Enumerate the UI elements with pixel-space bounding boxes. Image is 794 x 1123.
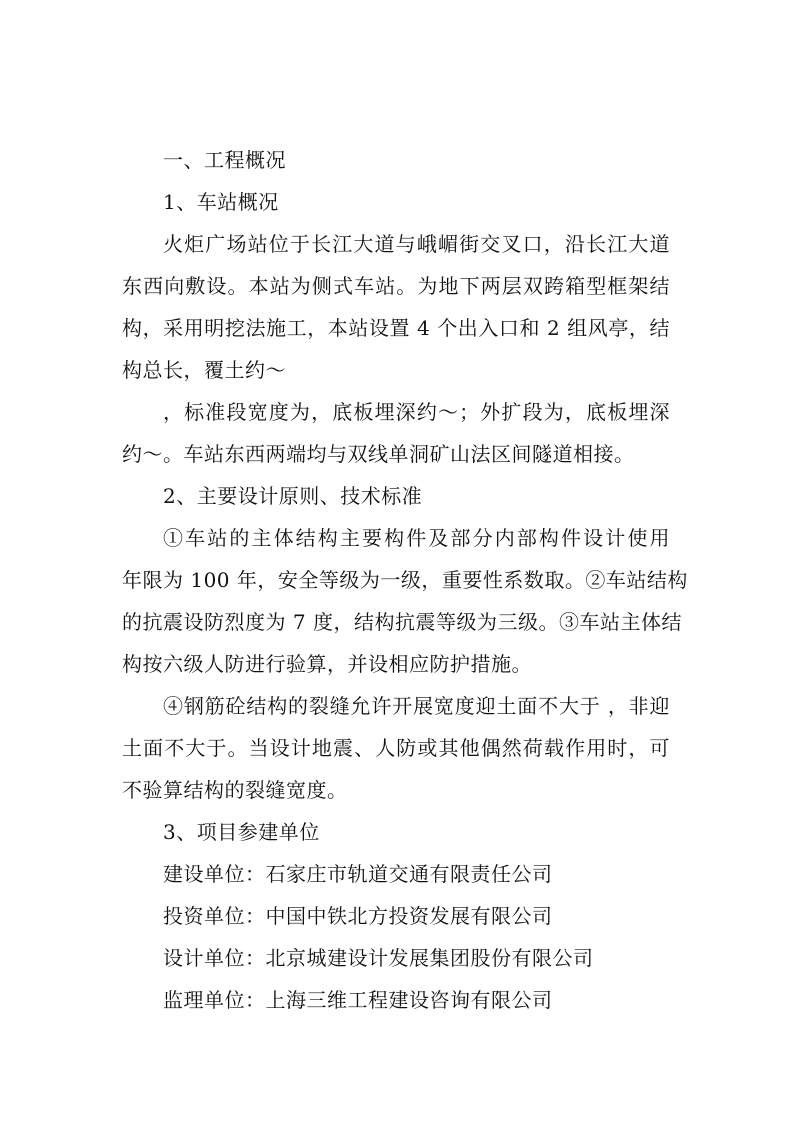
subsection-heading-units: 3、项目参建单位 (163, 820, 320, 844)
paragraph-line: ，标准段宽度为，底板埋深约～；外扩段为，底板埋深 (163, 400, 670, 424)
paragraph-line: 构，采用明挖法施工，本站设置 4 个出入口和 2 组风亭，结 (122, 316, 670, 340)
paragraph-line: 火炬广场站位于长江大道与峨嵋街交叉口，沿长江大道 (163, 232, 670, 256)
paragraph-line: 年限为 100 年，安全等级为一级，重要性系数取。②车站结构 (122, 568, 688, 592)
paragraph-line: 不验算结构的裂缝宽度。 (122, 778, 348, 802)
paragraph-line: 的抗震设防烈度为 7 度，结构抗震等级为三级。③车站主体结 (122, 610, 682, 634)
paragraph-line: 构总长，覆土约～ (122, 358, 286, 382)
paragraph-line: 东西向敷设。本站为侧式车站。为地下两层双跨箱型框架结 (122, 274, 670, 298)
section-heading: 一、工程概况 (163, 148, 286, 172)
paragraph-line: ④钢筋砼结构的裂缝允许开展宽度迎土面不大于 ，非迎 (163, 694, 670, 718)
paragraph-line: 约～。车站东西两端均与双线单洞矿山法区间隧道相接。 (122, 442, 635, 466)
unit-line-construction: 建设单位：石家庄市轨道交通有限责任公司 (163, 862, 553, 886)
unit-line-design: 设计单位：北京城建设计发展集团股份有限公司 (163, 946, 594, 970)
subsection-heading-station: 1、车站概况 (163, 190, 279, 214)
paragraph-line: 土面不大于。当设计地震、人防或其他偶然荷载作用时，可 (122, 736, 670, 760)
unit-line-investment: 投资单位：中国中铁北方投资发展有限公司 (163, 904, 553, 928)
subsection-heading-design: 2、主要设计原则、技术标准 (163, 484, 423, 508)
paragraph-line: 构按六级人防进行验算，并设相应防护措施。 (122, 652, 532, 676)
paragraph-line: ①车站的主体结构主要构件及部分内部构件设计使用 (163, 526, 670, 550)
unit-line-supervision: 监理单位：上海三维工程建设咨询有限公司 (163, 988, 553, 1012)
